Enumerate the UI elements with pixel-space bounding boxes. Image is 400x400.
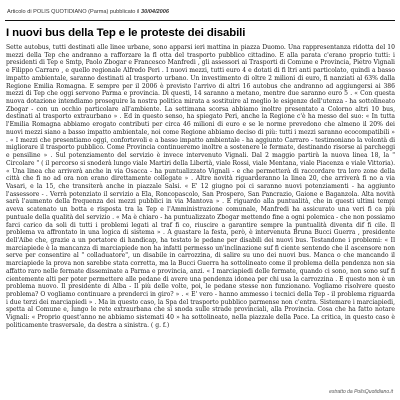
publication-date: 30/04/2006 <box>140 9 169 15</box>
source-footer: estratto da PolisQuotidiano.it <box>329 389 393 395</box>
article-source-label: Articolo di POLIS QUOTIDIANO (Parma) pubblicato il <box>7 9 141 15</box>
article-body: Sette autobus, tutti destinati alle linee urbane, sono apparsi ieri mattina in piazza Duomo. Una rappresentanza ridotta del 10 mezzi della Tep che andranno a rafforzare la fl otta del trasporto pubblico cittadino. E alla parata c'erano proprio tutti: i presidenti di Tep e Smtp, Paolo Zbogar e Francesco Manfredi , gli assessori ai Trasporti di Comune e Provincia, Pietro Vignali e Filippo Carraro , e quello regionale Alfredo Peri . I nuovi mezzi, tutti euro 4 e dotati di fi ltri anti particolato, quindi a basso impatto ambientale, saranno destinati al trasporto urbano. Un investimento di oltre 2 milioni di euro, fi nanziati al 63% dalla Regione Emilia Romagna. E sempre per il 2006 è previsto l'arrivo di altri 16 autobus che andranno ad aggiungersi ai 386 mezzi di Tep che oggi servono Parma e provincia. Di questi, 14 saranno a metano, mentre due saranno euro 5 . « Con questa nuova dotazione intendiamo proseguire la nostra politica mirata a sostituire al meglio le esigenze dell'utenza - ha sottolineato Zbogar - con un occhio particolare all'ambiente. La settimana scorsa abbiamo inoltre presentato a Colorno altri 10 bus, destinati al trasporto extraurbano » . Ed in questo senso, ha spiegato Peri, anche la Regione c'è ha messo del suo: « In tutta l'Emilia Romagna abbiamo erogato contributi per circa 46 milioni di euro e se le norme prevedono che almeno il 20% dei nuovi mezzi siano a basso impatto ambientale, noi come Regione abbiamo deciso di più: tutti i mezzi saranno ecocompatibili » . « I mezzi che presentiamo oggi, confortevoli e a basso impatto ambientale - ha aggiunto Carraro - testimoniano la volontà di migliorare il trasporto pubblico. Come Provincia continueremo inoltre a sostenere le fermate, destinando risorse ai parcheggi e pensiline » . Sul potenziamento del servizio è invece intervenuto Vignali. Dal 2 maggio partirà la nuova linea 18, la " Circolare " ( il percorso si snoderà lungo viale Martiri della Libertà, viale Rossi, viale Mentana, viale Piacenza e viale Vittoria). « Una linea che arriverà anche in via Osacca - ha puntualizzato Vignali - e che permetterà di raccordare tra loro zone della città che fi no ad ora non erano direttamente collegate » . Altre novità riguarderanno la linea 20, che arriverà fi no a via Vasari, e la 15, che transiterà anche in piazzale Salsi. « E' 12 giugno poi ci saranno nuovi potenziamenti - ha aggiunto l'assessore - . Verrà potenziato il servizio a Ela, Roncopascolo, San Prospero, San Pancrazio, Gaione e Baganzola. Alta novità sarà l'aumento della frequenza dei mezzi pubblici in via Mantova » . E riguardo alla puntualità, che in questi ultimi tempi aveva scatenato un botta e risposta tra la Tep e l'Amministrazione comunale, Manfredi ha assicurato una veri fi ca più puntuale della qualità del servizio . « Ma è chiaro - ha puntualizzato Zbogar mettendo fine a ogni polemica - che non possiamo farci carico da soli di tutti i problemi legati al traf fi co, riuscire a garantire sempre la puntualità diventa dif fi cile. Il problema va affrontato in una logica di sistema » . A guastare la festa, però, è intervenuta Bruna Bucci Guerra , presidente dell'Aibe che, grazie a un portatore di handicap, ha testato le pedane per disabili dei nuovi bus. Testandone i problemi: « Il marciapiede è la mancanza di marciapiede non ha infatti permesso un'inclinazione suf fi ciente sentendo che il ascensore non serve per consentire al " colladuatore", un disabile in carrozzina, di salire su uno dei nuovi bus. Manca o che mancando il marciapiede la prova non sarebbe stata corretta, ma la Bucci Guerra ha sottolineato come il problema della pendenza non sia affatto raro nelle fermate disseminate a Parma e provincia, anzi. « I marciapiedi delle fermate, quando ci sono, non sono suf fi cientemente alti per poter permettere alle pedane di avere una pendenza idonea per chi usa la carrozzina . E questo non è un problema nuovo. Il presidente di Alba - Il più delle volte, poi, le pedane stesse non funzionano. Vogliamo risolvere questo problema? O vogliamo continuare a prenderci in giro? » . « E' vero - hanno ammesso i tecnici della Tep - il problema riguarda i due terzi dei marciapiedi » . Ma in questo caso, la Spa del trasporto pubblico parmense non c'entra. Sistemare i marciapiedi, spetta al Comune e, lungo le rete extraurbana che si snoda sulle strade provinciali, alla Provincia. Cosa che ha fatto notare Vignali: « Proprio quest'anno ne abbiamo sistemati 40 » ha sottolineato, nella piazzale della Pace. La critica, in questo caso è politicamente trasversale, da destra a sinistra. ( g. f.) <box>6 44 395 329</box>
article-source-header <box>7 9 169 15</box>
header-divider <box>5 20 395 21</box>
article-title: I nuovi bus della Tep e le proteste dei disabili <box>6 27 246 39</box>
